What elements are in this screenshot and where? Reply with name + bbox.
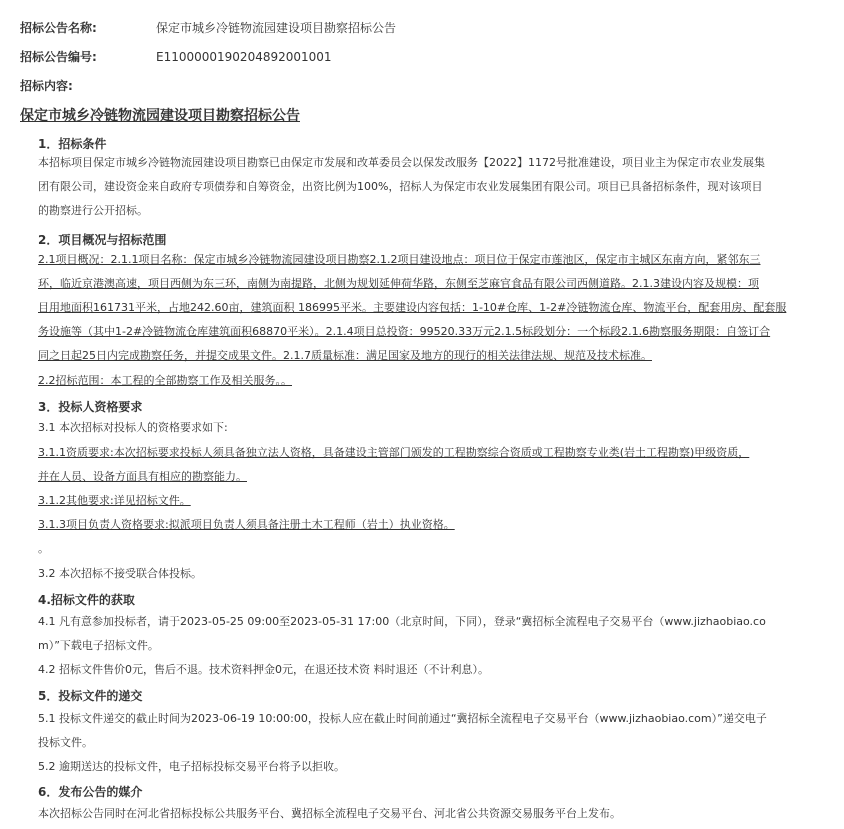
- section-2-overview-line-3: 目用地面积161731平米，占地242.60亩，建筑面积 186995平米。主要建设内容包括：1-10#仓库、1-2#冷链物流仓库、物流平台，配套用房、配套服: [38, 301, 787, 314]
- notice-code-label: 招标公告编号:: [20, 50, 97, 64]
- notice-content-label: 招标内容:: [20, 79, 73, 93]
- section-4-line-2: m）”下载电子招标文件。: [38, 639, 159, 652]
- section-2-overview-line-1: 2.1项目概况：2.1.1项目名称：保定市城乡冷链物流园建设项目勘察2.1.2项目建设地点：项目位于保定市莲池区，保定市主城区东南方向，紧邻东三: [38, 253, 761, 266]
- section-4-heading: 4.招标文件的获取: [38, 593, 135, 607]
- section-3-consortium: 3.2 本次招标不接受联合体投标。: [38, 567, 202, 580]
- notice-name-value: 保定市城乡冷链物流园建设项目勘察招标公告: [156, 21, 397, 35]
- section-3-heading: 3．投标人资格要求: [38, 400, 143, 414]
- section-2-heading: 2．项目概况与招标范围: [38, 233, 167, 247]
- section-3-qualification-1-line-2: 并在人员、设备方面具有相应的勘察能力。: [38, 470, 247, 483]
- section-3-dot: 。: [38, 542, 49, 555]
- notice-name-label: 招标公告名称:: [20, 21, 97, 35]
- section-3-qualification-1-line-1: 3.1.1资质要求:本次招标要求投标人须具备独立法人资格，具备建设主管部门颁发的工程勘察综合资质或工程勘察专业类(岩土工程勘察)甲级资质，: [38, 446, 750, 459]
- section-1-line-3: 的勘察进行公开招标。: [38, 204, 148, 217]
- notice-code-value: E1100000190204892001001: [156, 50, 332, 64]
- document-title: 保定市城乡冷链物流园建设项目勘察招标公告: [20, 108, 300, 124]
- section-2-scope: 2.2招标范围：本工程的全部勘察工作及相关服务。。: [38, 374, 292, 387]
- section-5-line-1: 5.1 投标文件递交的截止时间为2023-06-19 10:00:00，投标人应在截止时间前通过“冀招标全流程电子交易平台（www.jizhaobiao.com）”递交电子: [38, 712, 767, 725]
- section-4-line-1: 4.1 凡有意参加投标者，请于2023-05-25 09:00至2023-05-31 17:00（北京时间，下同），登录“冀招标全流程电子交易平台（www.jizhaobiao.co: [38, 615, 766, 628]
- section-2-overview-line-5: 同之日起25日内完成勘察任务，并提交成果文件。2.1.7质量标准：满足国家及地方的现行的相关法律法规、规范及技术标准。: [38, 349, 652, 362]
- section-1-heading: 1．招标条件: [38, 137, 107, 151]
- section-3-intro: 3.1 本次招标对投标人的资格要求如下:: [38, 421, 228, 434]
- section-1-line-2: 团有限公司，建设资金来自政府专项债券和自筹资金，出资比例为100%，招标人为保定市农业发展集团有限公司。项目已具备招标条件，现对该项目: [38, 180, 763, 193]
- section-5-heading: 5．投标文件的递交: [38, 689, 143, 703]
- section-6-line-1: 本次招标公告同时在河北省招标投标公共服务平台、冀招标全流程电子交易平台、河北省公共资源交易服务平台上发布。: [38, 807, 621, 820]
- section-2-overview-line-2: 环，临近京港澳高速，项目西侧为东三环，南侧为南提路，北侧为规划延伸荷华路，东侧至芝麻官食品有限公司西侧道路。2.1.3建设内容及规模：项: [38, 277, 759, 290]
- section-5-line-3: 5.2 逾期送达的投标文件，电子招标投标交易平台将予以拒收。: [38, 760, 345, 773]
- section-4-line-3: 4.2 招标文件售价0元，售后不退。技术资料押金0元，在退还技术资 料时退还（不计利息）。: [38, 663, 489, 676]
- section-2-overview-line-4: 务设施等（其中1-2#冷链物流仓库建筑面积68870平米）。2.1.4项目总投资：99520.33万元2.1.5标段划分：一个标段2.1.6勘察服务期限：自签订合: [38, 325, 771, 338]
- section-5-line-2: 投标文件。: [38, 736, 93, 749]
- section-3-qualification-2: 3.1.2其他要求:详见招标文件。: [38, 494, 191, 507]
- section-6-heading: 6．发布公告的媒介: [38, 785, 143, 799]
- section-3-qualification-3: 3.1.3项目负责人资格要求:拟派项目负责人须具备注册土木工程师（岩土）执业资格。: [38, 518, 455, 531]
- section-1-line-1: 本招标项目保定市城乡冷链物流园建设项目勘察已由保定市发展和改革委员会以保发改服务【2022】1172号批准建设，项目业主为保定市农业发展集: [38, 156, 765, 169]
